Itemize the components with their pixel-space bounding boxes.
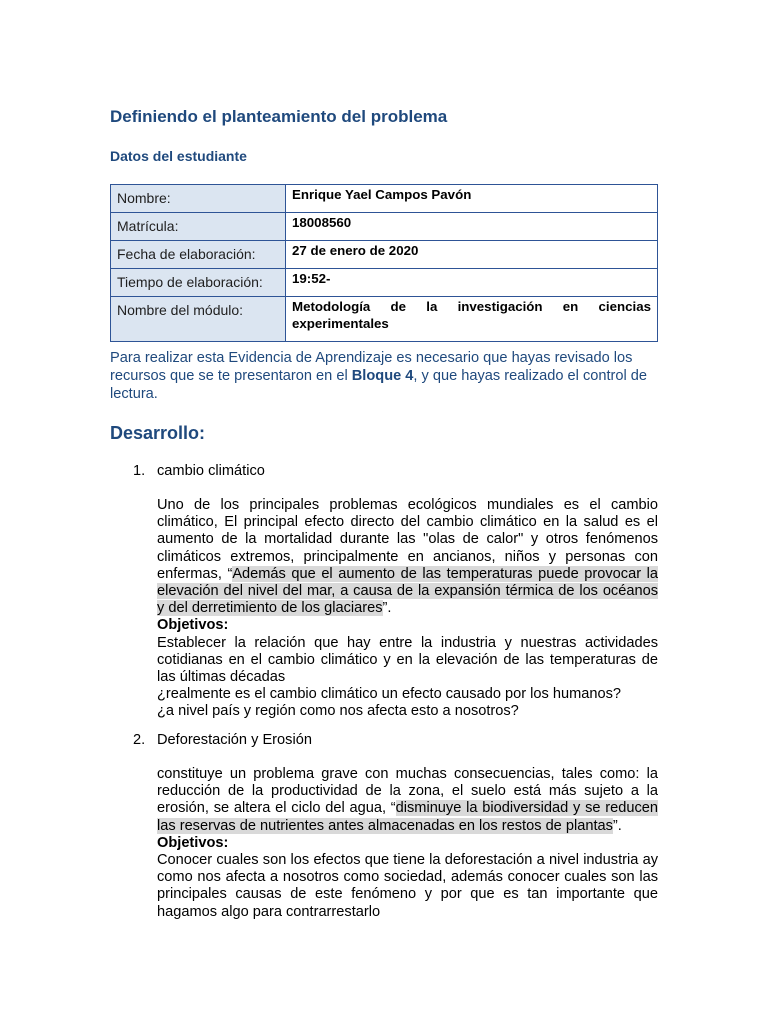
objectives-label: Objetivos: — [157, 834, 229, 851]
paragraph-text: Uno de los principales problemas ecológicos mundiales es el cambio climático, El principal efecto directo del cambio climático en la salud es el aumento de la mortalidad durante las "olas de calor" y otros fenómenos climáticos extremos, principalmente en ancianos, niños y personas con enfermas, “ — [157, 497, 658, 582]
question-line: ¿a nivel país y región como nos afecta esto a nosotros? — [157, 703, 519, 720]
field-value: 18008560 — [286, 213, 658, 241]
objectives-label: Objetivos: — [157, 617, 229, 634]
highlighted-quote: Además que el aumento de las temperaturas puede provocar la elevación del nivel del mar, a causa de la expansión térmica de los océanos y del derretimiento de los glaciares — [157, 565, 658, 617]
field-value: 19:52- — [286, 269, 658, 297]
objectives-text: Establecer la relación que hay entre la industria y nuestras actividades cotidianas en el cambio climático y en la elevación de las temperaturas de las últimas décadas — [157, 634, 658, 686]
field-label: Tiempo de elaboración: — [111, 269, 286, 297]
item-title: cambio climático — [157, 463, 265, 479]
item-number: 2. — [133, 732, 146, 748]
field-value: Enrique Yael Campos Pavón — [286, 185, 658, 213]
quote-end: ”. — [612, 817, 622, 834]
field-label: Fecha de elaboración: — [111, 241, 286, 269]
item-number: 1. — [133, 463, 146, 479]
highlighted-quote: disminuye la biodiversidad y se reducen las reservas de nutrientes antes almacenadas en los restos de plantas — [157, 800, 658, 834]
table-row — [111, 185, 658, 213]
document-title: Definiendo el planteamiento del problema — [110, 107, 448, 126]
paragraph-text: constituye un problema grave con muchas consecuencias, tales como: la reducción de la productividad de la zona, el suelo está más sujeto a la erosión, se altera el ciclo del agua, “ — [157, 766, 658, 817]
item-paragraph — [157, 766, 658, 921]
student-data-table — [110, 184, 658, 342]
intro-paragraph — [110, 349, 658, 403]
student-data-heading: Datos del estudiante — [110, 148, 247, 164]
field-value: 27 de enero de 2020 — [286, 241, 658, 269]
table-row — [111, 241, 658, 269]
quote-end: ”. — [382, 600, 392, 617]
table-row — [111, 297, 658, 342]
intro-text-end: , y que hayas realizado el control de lectura. — [110, 368, 648, 402]
item-paragraph — [157, 497, 658, 721]
field-label: Nombre: — [111, 185, 286, 213]
module-name: Metodología de la investigación en ciencias experimentales — [292, 299, 651, 331]
question-line: ¿realmente es el cambio climático un efecto causado por los humanos? — [157, 686, 621, 703]
field-label: Nombre del módulo: — [111, 297, 286, 342]
table-row — [111, 269, 658, 297]
development-heading: Desarrollo: — [110, 423, 206, 443]
field-label: Matrícula: — [111, 213, 286, 241]
intro-text: Para realizar esta Evidencia de Aprendizaje es necesario que hayas revisado los recursos que se te presentaron en el — [110, 350, 633, 384]
table-row — [111, 213, 658, 241]
objectives-text: Conocer cuales son los efectos que tiene la deforestación a nivel industria ay como nos afecta a nosotros como sociedad, además conocer cuales son las principales causas de este fenómeno y por que es tan importante que hagamos algo para contrarrestarlo — [157, 852, 658, 920]
item-title: Deforestación y Erosión — [157, 732, 312, 748]
field-value — [286, 297, 658, 342]
intro-bold: Bloque 4 — [351, 368, 414, 384]
